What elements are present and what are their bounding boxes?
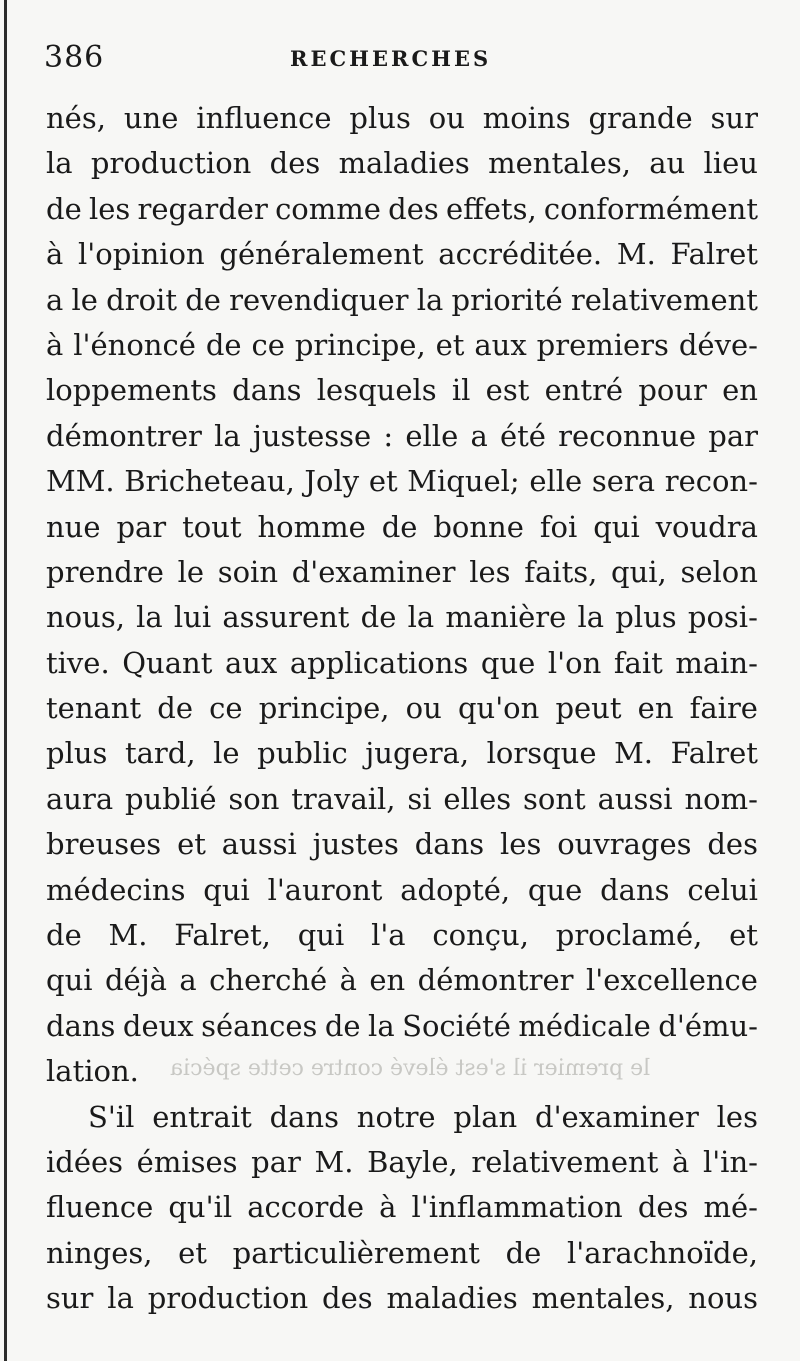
word: d'ému-	[658, 1008, 758, 1043]
running-head: RECHERCHES	[290, 46, 492, 71]
word: d'examiner	[291, 554, 456, 589]
word: publié	[124, 781, 217, 816]
page-edge-shadow	[4, 0, 7, 1361]
word: justesse	[252, 418, 372, 453]
word: public	[257, 736, 348, 771]
word: Société	[402, 1008, 511, 1043]
word: Joly	[304, 464, 360, 499]
word: par	[116, 509, 167, 544]
word: les	[500, 827, 542, 862]
text-line	[46, 1004, 758, 1049]
word: la	[407, 600, 435, 635]
word: peut	[555, 691, 622, 726]
word: plus	[615, 600, 677, 635]
word: voudra	[655, 509, 758, 544]
word: regarder	[137, 191, 268, 226]
word: entrait	[152, 1099, 252, 1134]
word: moins	[482, 101, 571, 135]
word: nés,	[46, 101, 106, 135]
word: à	[379, 1190, 397, 1225]
word: ouvrages	[557, 827, 692, 862]
word: les	[88, 191, 131, 226]
word: fait	[613, 645, 663, 680]
word: travail,	[291, 781, 396, 816]
text-line	[46, 232, 758, 277]
word: priorité	[451, 282, 563, 317]
word: des	[388, 191, 439, 226]
word: à	[672, 1144, 690, 1179]
word: déjà	[104, 963, 167, 998]
word: les	[716, 1099, 758, 1134]
word: sur	[46, 1281, 94, 1316]
word: généralement	[219, 237, 424, 272]
word: Quant	[122, 645, 213, 680]
word: adopté,	[400, 872, 511, 907]
word: il	[451, 373, 471, 408]
word: premiers	[536, 327, 669, 362]
word: aura	[46, 781, 114, 816]
word: conçu,	[432, 918, 529, 953]
page-header	[44, 36, 764, 84]
word: S'il	[88, 1099, 135, 1134]
text-line	[46, 96, 758, 141]
word: assurent	[222, 600, 350, 635]
word: si	[407, 781, 432, 816]
word: elles	[443, 781, 512, 816]
page-number: 386	[44, 40, 105, 75]
word: applications	[289, 645, 469, 680]
word: maladies	[338, 146, 470, 181]
word: deux	[122, 1008, 194, 1043]
word: justes	[312, 827, 399, 862]
word: l'inflammation	[411, 1190, 623, 1225]
word: la	[107, 1281, 134, 1316]
word: sera	[591, 464, 656, 499]
word: qu'on	[457, 691, 540, 726]
word: production	[90, 146, 252, 181]
text-line	[46, 1095, 758, 1140]
word: dans	[46, 1008, 116, 1043]
word: mé-	[703, 1190, 758, 1225]
word: proclamé,	[555, 918, 703, 953]
word: M.	[314, 1144, 354, 1179]
word: et	[729, 918, 758, 953]
word: principe,	[258, 691, 390, 726]
word: M.	[616, 237, 656, 272]
word: à	[46, 327, 64, 362]
word: tout	[182, 509, 242, 544]
word: la	[577, 600, 605, 635]
word: Falret,	[174, 918, 271, 953]
word: l'opinion	[78, 237, 205, 272]
word: accorde	[247, 1190, 365, 1225]
word: entré	[544, 373, 624, 408]
word: et	[435, 327, 465, 362]
word: reconnue	[558, 418, 697, 453]
word: revendiquer	[229, 282, 409, 317]
word: accréditée.	[438, 237, 603, 272]
text-line	[46, 141, 758, 186]
word: comme	[275, 191, 381, 226]
word: est	[485, 373, 530, 408]
word: la	[416, 282, 444, 317]
word: dans	[269, 1099, 339, 1134]
word: qui	[46, 963, 93, 998]
word: de	[46, 191, 82, 226]
word: manière	[445, 600, 567, 635]
word: fluence	[46, 1190, 154, 1225]
word: tard,	[124, 736, 196, 771]
word: démontrer	[417, 963, 574, 998]
text-line	[46, 777, 758, 822]
word: le	[71, 282, 98, 317]
word: médicale	[518, 1008, 651, 1043]
word: jugera,	[365, 736, 470, 771]
word: relativement	[471, 1144, 659, 1179]
word: M.	[614, 736, 653, 771]
word: des	[707, 827, 758, 862]
word: et	[178, 1235, 207, 1270]
word: une	[123, 101, 179, 135]
word: posi-	[687, 600, 758, 635]
word: de	[157, 691, 193, 726]
word: nom-	[684, 781, 758, 816]
word: d'examiner	[535, 1099, 699, 1134]
word: Bayle,	[367, 1144, 458, 1179]
word: que	[527, 872, 583, 907]
word: Miquel;	[407, 464, 520, 499]
word: de	[205, 327, 242, 362]
word: déve-	[678, 327, 758, 362]
word: les	[469, 554, 511, 589]
word: été	[499, 418, 546, 453]
word: le	[213, 736, 240, 771]
word: nous,	[46, 600, 125, 635]
word: ce	[209, 691, 243, 726]
word: l'énoncé	[73, 327, 196, 362]
word: par	[251, 1144, 301, 1179]
word: dans	[232, 373, 302, 408]
text-line	[46, 822, 758, 867]
word: relativement	[570, 282, 758, 317]
word: a	[46, 282, 64, 317]
word: main-	[675, 645, 758, 680]
text-line	[46, 731, 758, 776]
bleed-through-text: le premier il s'est élevé contre cette spécia	[170, 1056, 651, 1081]
word: lation.	[46, 1054, 139, 1089]
word: selon	[680, 554, 758, 589]
text-line	[46, 595, 758, 640]
word: principe,	[294, 327, 426, 362]
word: cherché	[209, 963, 328, 998]
word: conformément	[543, 191, 758, 226]
word: idées	[46, 1144, 124, 1179]
word: effets,	[445, 191, 537, 226]
word: émises	[136, 1144, 238, 1179]
word: mentales,	[531, 1281, 675, 1316]
word: aussi	[221, 827, 297, 862]
word: :	[383, 418, 394, 453]
text-line	[46, 505, 758, 550]
word: qui	[297, 918, 345, 953]
word: influence	[196, 101, 332, 135]
text-line	[46, 913, 758, 958]
word: l'auront	[267, 872, 383, 907]
word: au	[649, 146, 686, 181]
text-line	[46, 641, 758, 686]
word: en	[637, 691, 674, 726]
word: lieu	[703, 146, 758, 181]
text-line	[46, 1140, 758, 1185]
word: tive.	[46, 645, 110, 680]
word: médecins	[46, 872, 186, 907]
word: prendre	[46, 554, 164, 589]
word: a	[470, 418, 488, 453]
word: des	[637, 1190, 689, 1225]
word: homme	[257, 509, 366, 544]
word: dans	[414, 827, 485, 862]
body-text	[46, 96, 758, 1322]
word: que	[480, 645, 536, 680]
word: en	[369, 963, 406, 998]
word: ou	[405, 691, 442, 726]
word: M.	[108, 918, 148, 953]
word: séances	[201, 1008, 318, 1043]
word: de	[505, 1235, 542, 1270]
word: aussi	[597, 781, 673, 816]
word: plan	[453, 1099, 518, 1134]
word: sur	[710, 101, 758, 135]
word: maladies	[386, 1281, 518, 1316]
word: pour	[638, 373, 707, 408]
word: a	[179, 963, 197, 998]
word: ou	[428, 101, 465, 135]
text-line	[46, 958, 758, 1003]
word: nue	[46, 509, 101, 544]
word: mentales,	[488, 146, 631, 181]
word: et	[368, 464, 398, 499]
word: le	[177, 554, 204, 589]
word: faits,	[524, 554, 598, 589]
text-line	[46, 1276, 758, 1321]
word: breuses	[46, 827, 162, 862]
word: loppements	[46, 373, 217, 408]
word: aux	[224, 645, 278, 680]
word: lui	[173, 600, 212, 635]
word: des	[322, 1281, 373, 1316]
word: la	[136, 600, 163, 635]
word: en	[722, 373, 758, 408]
word: dans	[600, 872, 670, 907]
word: plus	[349, 101, 411, 135]
word: aux	[474, 327, 527, 362]
word: la	[214, 418, 241, 453]
text-line	[46, 187, 758, 232]
word: Bricheteau,	[124, 464, 295, 499]
word: notre	[356, 1099, 436, 1134]
text-line	[46, 323, 758, 368]
word: des	[269, 146, 321, 181]
word: son	[228, 781, 280, 816]
word: foi	[539, 509, 578, 544]
word: ninges,	[46, 1235, 153, 1270]
word: faire	[689, 691, 758, 726]
word: soin	[217, 554, 278, 589]
word: grande	[588, 101, 693, 135]
word: MM.	[46, 464, 115, 499]
word: production	[147, 1281, 309, 1316]
text-line	[46, 1185, 758, 1230]
word: tenant	[46, 691, 142, 726]
word: sont	[523, 781, 586, 816]
word: ce	[251, 327, 285, 362]
word: lesquels	[316, 373, 437, 408]
word: bonne	[433, 509, 524, 544]
word: qui	[203, 872, 250, 907]
word: qui,	[611, 554, 667, 589]
word: plus	[46, 736, 108, 771]
text-line	[46, 414, 758, 459]
word: la	[46, 146, 73, 181]
word: celui	[687, 872, 758, 907]
word: recon-	[664, 464, 758, 499]
word: l'excellence	[585, 963, 758, 998]
word: l'in-	[702, 1144, 758, 1179]
word: à	[46, 237, 64, 272]
word: la	[368, 1008, 395, 1043]
word: particulièrement	[232, 1235, 480, 1270]
word: de	[185, 282, 221, 317]
text-line	[46, 686, 758, 731]
word: l'arachnoïde,	[567, 1235, 758, 1270]
word: qu'il	[168, 1190, 233, 1225]
word: de	[324, 1008, 361, 1043]
word: nous	[688, 1281, 758, 1316]
word: de	[360, 600, 397, 635]
word: lorsque	[486, 736, 597, 771]
word: elle	[405, 418, 459, 453]
word: et	[177, 827, 206, 862]
word: l'on	[547, 645, 602, 680]
word: de	[381, 509, 418, 544]
word: qui	[593, 509, 640, 544]
text-line	[46, 868, 758, 913]
word: Falret	[670, 736, 758, 771]
word: à	[339, 963, 357, 998]
text-line	[46, 278, 758, 323]
word: Falret	[670, 237, 758, 272]
word: droit	[106, 282, 177, 317]
word: elle	[529, 464, 583, 499]
word: démontrer	[46, 418, 202, 453]
text-line	[46, 368, 758, 413]
text-line	[46, 550, 758, 595]
text-line	[46, 1231, 758, 1276]
word: par	[708, 418, 758, 453]
word: l'a	[371, 918, 406, 953]
word: de	[46, 918, 82, 953]
text-line	[46, 459, 758, 504]
